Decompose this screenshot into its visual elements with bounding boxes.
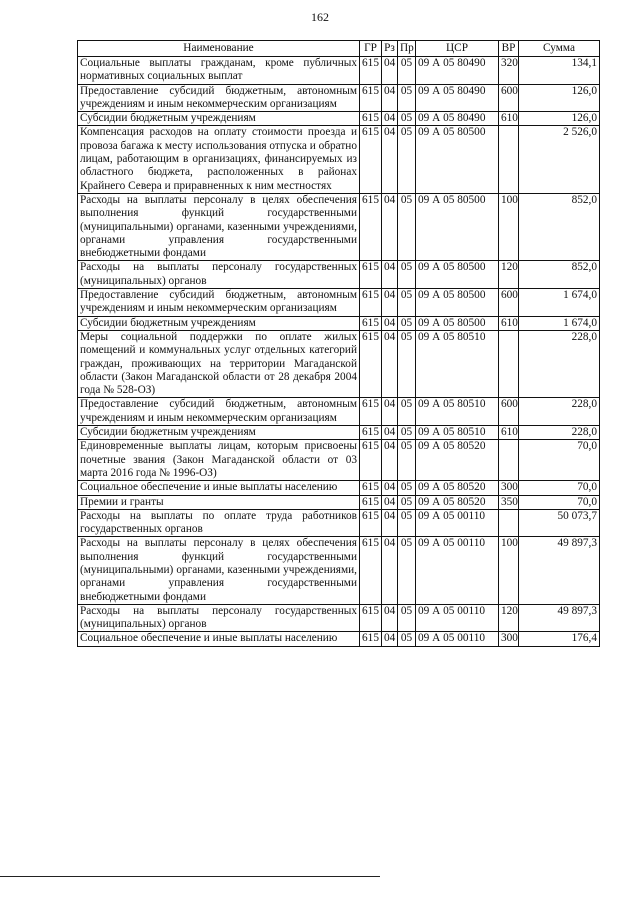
row-csr-cell: 09 А 05 00110 [416,537,499,604]
row-gr-cell: 615 [360,316,382,330]
row-pr-cell: 05 [398,112,416,126]
table-row [78,261,600,289]
table-row [78,84,600,112]
row-csr-cell: 09 А 05 00110 [416,509,499,537]
row-sum-cell: 134,1 [519,57,600,85]
row-rz-cell: 04 [382,537,398,604]
row-rz-cell: 04 [382,330,398,397]
row-vr-cell: 120 [499,604,519,632]
table-row [78,112,600,126]
row-rz-cell: 04 [382,112,398,126]
row-name-cell: Расходы на выплаты персоналу в целях обеспечения выполнения функций государственными (муниципальными) органами, казенными учреждениями, органами управления государственными внебюджетными фондами [78,537,360,604]
row-sum-cell: 1 674,0 [519,289,600,317]
row-pr-cell: 05 [398,440,416,481]
row-name-cell: Социальное обеспечение и иные выплаты населению [78,632,360,646]
row-rz-cell: 04 [382,316,398,330]
row-csr-cell: 09 А 05 80500 [416,261,499,289]
row-vr-cell [499,330,519,397]
row-name-cell: Компенсация расходов на оплату стоимости проезда и провоза багажа к месту использования отпуска и обратно лицам, работающим в организациях, финансируемых из областного бюджета, расположенных в районах Крайнего Севера и приравненных к ним местностях [78,126,360,193]
row-sum-cell: 49 897,3 [519,537,600,604]
row-csr-cell: 09 А 05 80490 [416,57,499,85]
row-csr-cell: 09 А 05 00110 [416,632,499,646]
table-row [78,316,600,330]
row-pr-cell: 05 [398,632,416,646]
row-rz-cell: 04 [382,398,398,426]
table-row [78,398,600,426]
row-gr-cell: 615 [360,112,382,126]
row-csr-cell: 09 А 05 00110 [416,604,499,632]
row-pr-cell: 05 [398,481,416,495]
row-pr-cell: 05 [398,495,416,509]
row-name-cell: Предоставление субсидий бюджетным, автономным учреждениям и иным некоммерческим организациям [78,289,360,317]
row-rz-cell: 04 [382,57,398,85]
header-pr: Пр [398,41,416,57]
row-gr-cell: 615 [360,126,382,193]
header-name: Наименование [78,41,360,57]
budget-table [77,40,600,647]
row-rz-cell: 04 [382,289,398,317]
table-row [78,632,600,646]
row-csr-cell: 09 А 05 80490 [416,84,499,112]
row-csr-cell: 09 А 05 80500 [416,193,499,260]
row-gr-cell: 615 [360,398,382,426]
row-name-cell: Расходы на выплаты по оплате труда работников государственных органов [78,509,360,537]
row-vr-cell: 300 [499,481,519,495]
row-pr-cell: 05 [398,126,416,193]
row-pr-cell: 05 [398,426,416,440]
row-gr-cell: 615 [360,537,382,604]
row-pr-cell: 05 [398,398,416,426]
row-gr-cell: 615 [360,481,382,495]
row-gr-cell: 615 [360,193,382,260]
table-header-row [78,41,600,57]
row-pr-cell: 05 [398,289,416,317]
table-row [78,509,600,537]
row-gr-cell: 615 [360,426,382,440]
row-vr-cell [499,509,519,537]
row-vr-cell: 600 [499,398,519,426]
row-gr-cell: 615 [360,330,382,397]
row-name-cell: Предоставление субсидий бюджетным, автономным учреждениям и иным некоммерческим организациям [78,84,360,112]
row-vr-cell: 610 [499,112,519,126]
row-gr-cell: 615 [360,495,382,509]
row-rz-cell: 04 [382,632,398,646]
row-rz-cell: 04 [382,84,398,112]
row-pr-cell: 05 [398,509,416,537]
row-vr-cell [499,440,519,481]
row-pr-cell: 05 [398,261,416,289]
header-csr: ЦСР [416,41,499,57]
row-csr-cell: 09 А 05 80500 [416,316,499,330]
table-row [78,481,600,495]
row-pr-cell: 05 [398,316,416,330]
row-sum-cell: 1 674,0 [519,316,600,330]
row-sum-cell: 50 073,7 [519,509,600,537]
row-pr-cell: 05 [398,57,416,85]
row-vr-cell: 320 [499,57,519,85]
header-rz: Рз [382,41,398,57]
row-gr-cell: 615 [360,440,382,481]
header-sum: Сумма [519,41,600,57]
row-csr-cell: 09 А 05 80520 [416,481,499,495]
row-sum-cell: 176,4 [519,632,600,646]
row-rz-cell: 04 [382,126,398,193]
row-name-cell: Премии и гранты [78,495,360,509]
row-csr-cell: 09 А 05 80510 [416,426,499,440]
table-row [78,57,600,85]
row-gr-cell: 615 [360,604,382,632]
table-row [78,426,600,440]
row-vr-cell: 100 [499,193,519,260]
row-gr-cell: 615 [360,632,382,646]
row-gr-cell: 615 [360,57,382,85]
row-gr-cell: 615 [360,289,382,317]
row-vr-cell: 300 [499,632,519,646]
row-sum-cell: 126,0 [519,84,600,112]
row-pr-cell: 05 [398,537,416,604]
row-csr-cell: 09 А 05 80520 [416,440,499,481]
row-gr-cell: 615 [360,84,382,112]
row-sum-cell: 228,0 [519,398,600,426]
row-sum-cell: 852,0 [519,193,600,260]
row-name-cell: Социальные выплаты гражданам, кроме публичных нормативных социальных выплат [78,57,360,85]
row-vr-cell: 100 [499,537,519,604]
row-rz-cell: 04 [382,261,398,289]
table-row [78,193,600,260]
row-rz-cell: 04 [382,426,398,440]
row-name-cell: Расходы на выплаты персоналу государственных (муниципальных) органов [78,604,360,632]
row-vr-cell: 350 [499,495,519,509]
row-name-cell: Единовременные выплаты лицам, которым присвоены почетные звания (Закон Магаданской области от 03 марта 2016 года № 1996-ОЗ) [78,440,360,481]
row-vr-cell: 600 [499,84,519,112]
table-row [78,495,600,509]
row-pr-cell: 05 [398,604,416,632]
row-name-cell: Предоставление субсидий бюджетным, автономным учреждениям и иным некоммерческим организациям [78,398,360,426]
row-name-cell: Субсидии бюджетным учреждениям [78,426,360,440]
row-rz-cell: 04 [382,509,398,537]
row-gr-cell: 615 [360,261,382,289]
row-sum-cell: 228,0 [519,330,600,397]
row-vr-cell: 610 [499,316,519,330]
table-row [78,604,600,632]
row-csr-cell: 09 А 05 80490 [416,112,499,126]
table-body [78,57,600,647]
row-csr-cell: 09 А 05 80520 [416,495,499,509]
table-row [78,289,600,317]
row-sum-cell: 228,0 [519,426,600,440]
row-rz-cell: 04 [382,193,398,260]
row-name-cell: Социальное обеспечение и иные выплаты населению [78,481,360,495]
row-vr-cell [499,126,519,193]
row-name-cell: Субсидии бюджетным учреждениям [78,112,360,126]
row-csr-cell: 09 А 05 80510 [416,330,499,397]
row-rz-cell: 04 [382,440,398,481]
row-name-cell: Расходы на выплаты персоналу государственных (муниципальных) органов [78,261,360,289]
row-name-cell: Расходы на выплаты персоналу в целях обеспечения выполнения функций государственными (муниципальными) органами, казенными учреждениями, органами управления государственными внебюджетными фондами [78,193,360,260]
row-gr-cell: 615 [360,509,382,537]
row-pr-cell: 05 [398,84,416,112]
row-csr-cell: 09 А 05 80510 [416,398,499,426]
row-sum-cell: 70,0 [519,481,600,495]
row-pr-cell: 05 [398,330,416,397]
row-sum-cell: 2 526,0 [519,126,600,193]
row-name-cell: Меры социальной поддержки по оплате жилых помещений и коммунальных услуг отдельных категорий граждан, проживающих на территории Магаданской области (Закон Магаданской области от 28 декабря 2004 года № 528-ОЗ) [78,330,360,397]
row-vr-cell: 610 [499,426,519,440]
row-pr-cell: 05 [398,193,416,260]
row-sum-cell: 49 897,3 [519,604,600,632]
row-csr-cell: 09 А 05 80500 [416,126,499,193]
row-csr-cell: 09 А 05 80500 [416,289,499,317]
row-sum-cell: 70,0 [519,495,600,509]
row-sum-cell: 70,0 [519,440,600,481]
footer-rule [0,876,380,877]
table-row [78,126,600,193]
header-gr: ГР [360,41,382,57]
row-rz-cell: 04 [382,495,398,509]
table-row [78,440,600,481]
row-sum-cell: 126,0 [519,112,600,126]
row-sum-cell: 852,0 [519,261,600,289]
row-rz-cell: 04 [382,481,398,495]
header-vr: ВР [499,41,519,57]
row-name-cell: Субсидии бюджетным учреждениям [78,316,360,330]
page-number: 162 [311,10,329,24]
table-row [78,330,600,397]
row-vr-cell: 600 [499,289,519,317]
row-rz-cell: 04 [382,604,398,632]
row-vr-cell: 120 [499,261,519,289]
table-row [78,537,600,604]
